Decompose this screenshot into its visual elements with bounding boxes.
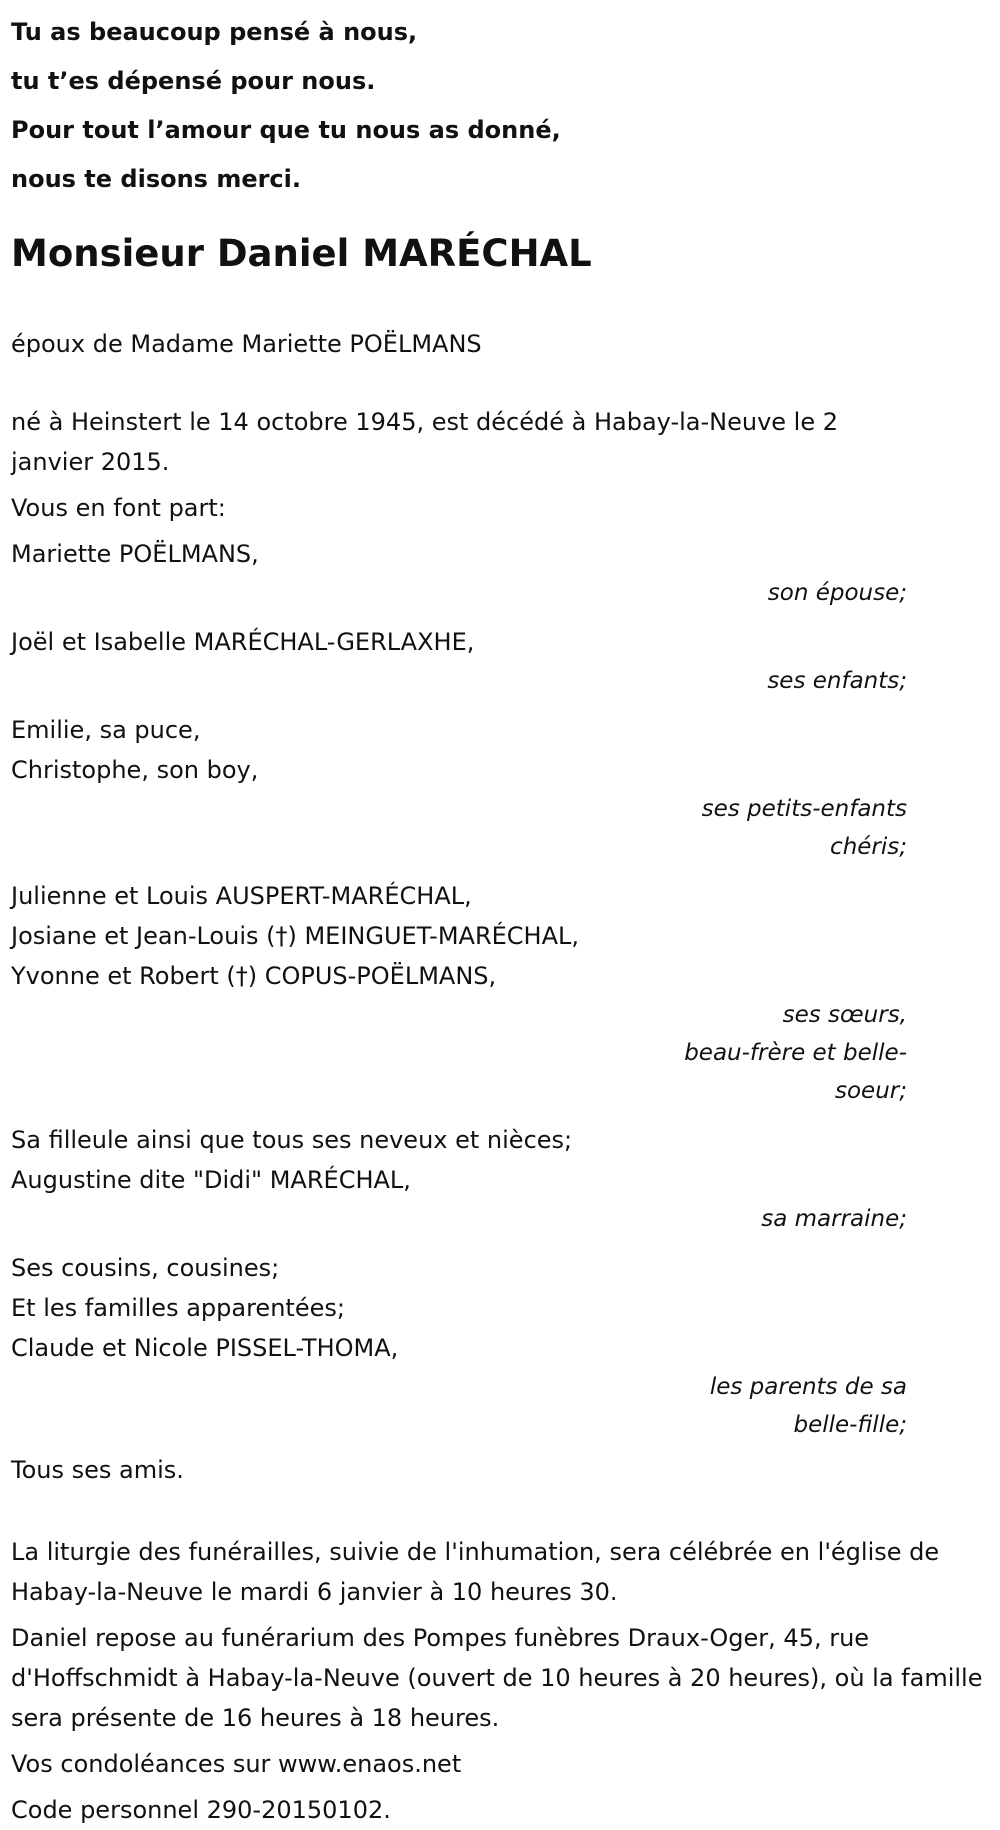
condolences-line: Vos condoléances sur www.enaos.net	[11, 1750, 462, 1778]
family-line: Claude et Nicole PISSEL-THOMA,	[11, 1334, 399, 1362]
family-group-cousins	[11, 1248, 1000, 1444]
family-line: Et les familles apparentées;	[11, 1294, 345, 1322]
poem-line-3: Pour tout l’amour que tu nous as donné,	[11, 116, 561, 144]
family-line: Julienne et Louis AUSPERT-MARÉCHAL,	[11, 882, 472, 910]
family-role: les parents de sa	[709, 1374, 907, 1400]
birth-death-line: né à Heinstert le 14 octobre 1945, est décédé à Habay-la-Neuve le 2 janvier 2015.	[11, 408, 838, 476]
family-line: Emilie, sa puce,	[11, 716, 201, 744]
family-line: Augustine dite "Didi" MARÉCHAL,	[11, 1166, 411, 1194]
poem-line-2: tu t’es dépensé pour nous.	[11, 67, 376, 95]
poem-line-4: nous te disons merci.	[11, 165, 302, 193]
announcement: Vous en font part:	[11, 494, 226, 522]
family-line: Josiane et Jean-Louis (†) MEINGUET-MARÉCHAL,	[11, 922, 580, 950]
family-role: soeur;	[835, 1078, 907, 1104]
family-line: Sa filleule ainsi que tous ses neveux et nièces;	[11, 1126, 573, 1154]
family-role: belle-fille;	[793, 1412, 907, 1438]
friends-line: Tous ses amis.	[11, 1456, 184, 1484]
personal-code-line: Code personnel 290-20150102.	[11, 1796, 391, 1824]
family-role: sa marraine;	[761, 1206, 907, 1232]
family-role: ses petits-enfants	[701, 796, 907, 822]
family-group-children	[11, 622, 1000, 700]
family-group-grandchildren	[11, 710, 1000, 866]
family-line: Mariette POËLMANS,	[11, 540, 259, 568]
family-line: Christophe, son boy,	[11, 756, 259, 784]
spouse-line: époux de Madame Mariette POËLMANS	[11, 330, 482, 358]
deceased-name: Monsieur Daniel MARÉCHAL	[11, 232, 592, 275]
poem-line-1: Tu as beaucoup pensé à nous,	[11, 18, 418, 46]
family-group-siblings	[11, 876, 1000, 1110]
family-line: Joël et Isabelle MARÉCHAL-GERLAXHE,	[11, 628, 475, 656]
family-role: son épouse;	[767, 580, 907, 606]
family-line: Yvonne et Robert (†) COPUS-POËLMANS,	[11, 962, 497, 990]
family-role: beau-frère et belle-	[684, 1040, 907, 1066]
family-line: Ses cousins, cousines;	[11, 1254, 280, 1282]
family-group-godchild	[11, 1120, 1000, 1238]
family-role: chéris;	[830, 834, 907, 860]
family-group-spouse	[11, 534, 1000, 612]
poem	[11, 0, 1000, 204]
family-role: ses enfants;	[767, 668, 907, 694]
family-role: ses sœurs,	[782, 1002, 907, 1028]
funerarium-paragraph: Daniel repose au funérarium des Pompes funèbres Draux-Oger, 45, rue d'Hoffschmidt à Habay-la-Neuve (ouvert de 10 heures à 20 heures), où la famille sera présente de 16 heures à 18 heures.	[11, 1624, 983, 1732]
liturgy-paragraph: La liturgie des funérailles, suivie de l'inhumation, sera célébrée en l'église de Habay-la-Neuve le mardi 6 janvier à 10 heures 30.	[11, 1538, 940, 1606]
